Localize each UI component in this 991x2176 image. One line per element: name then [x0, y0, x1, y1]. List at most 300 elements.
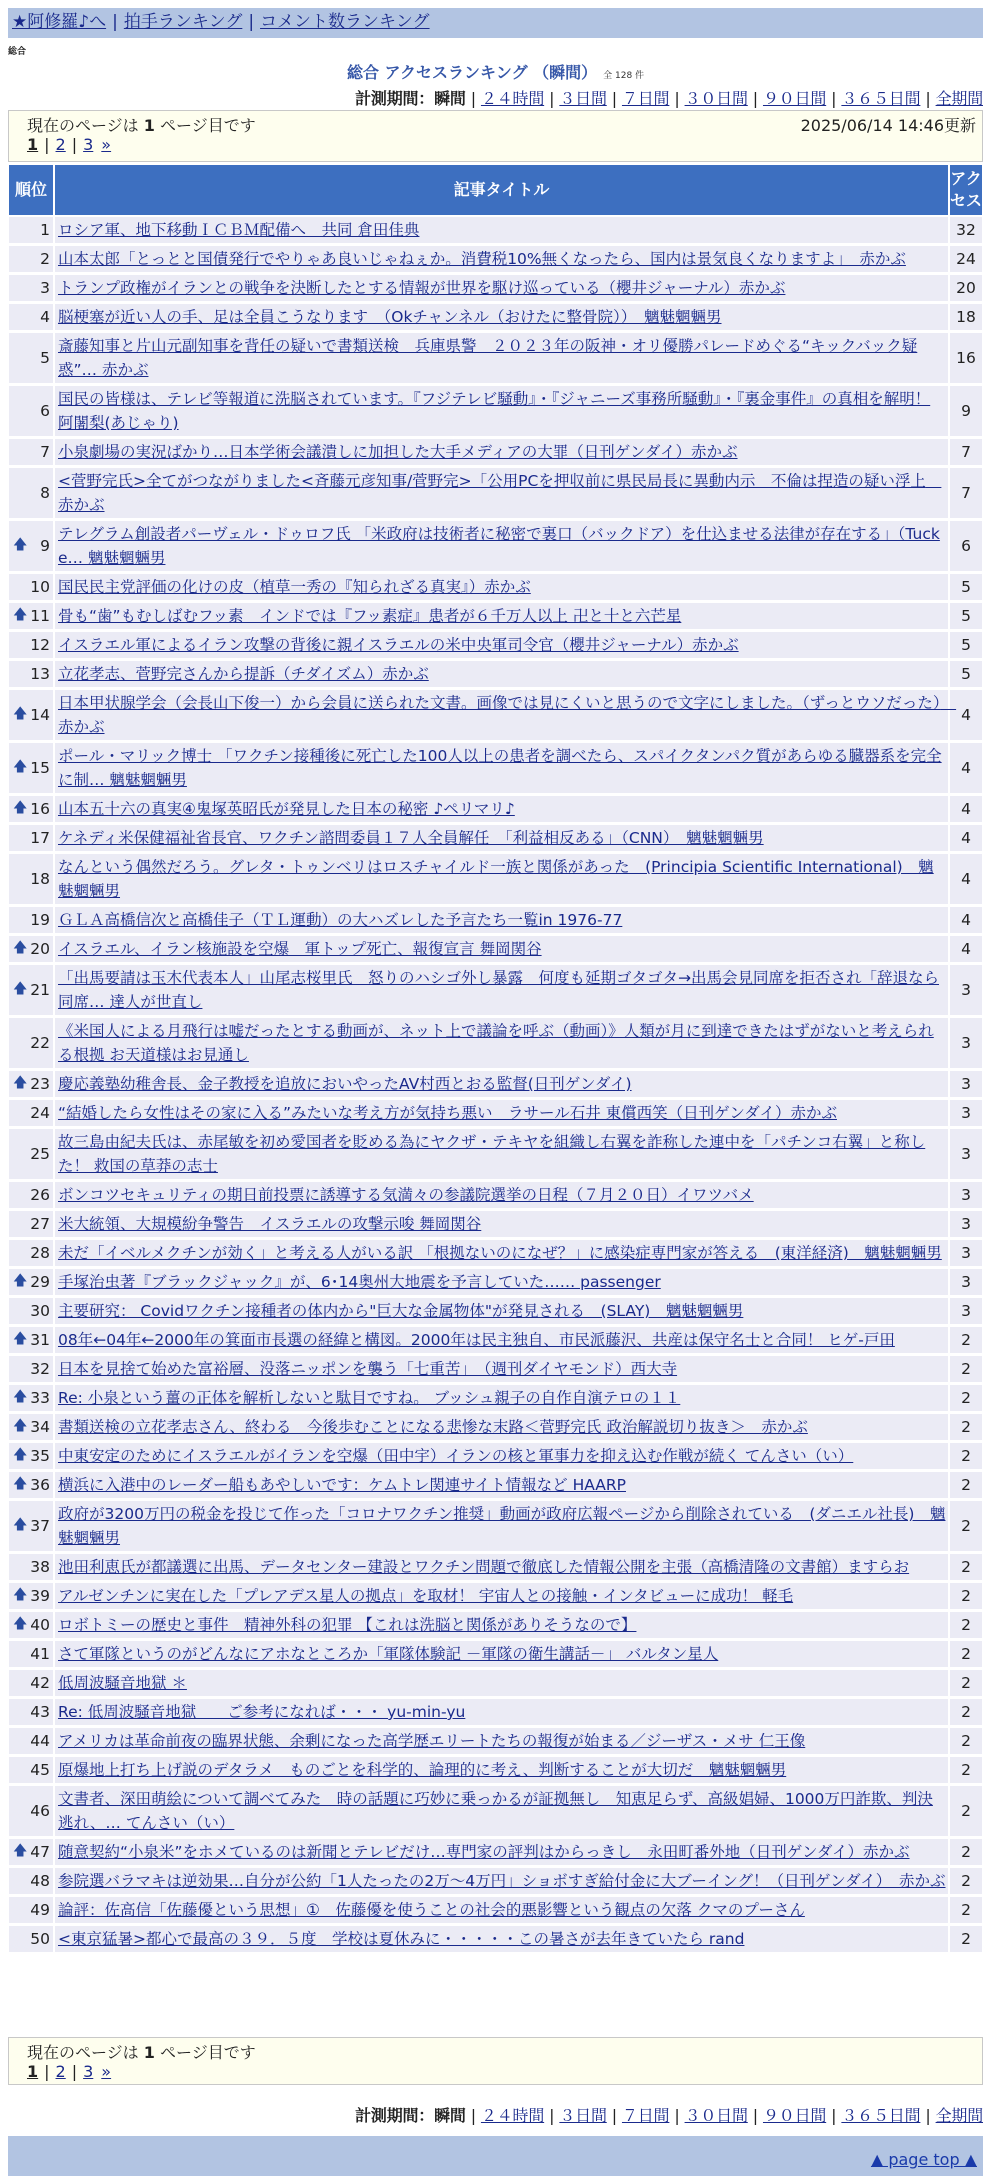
rank-number: 32 — [30, 1360, 50, 1378]
access-count: 3 — [949, 1239, 983, 1268]
up-arrow-icon: 🡅 — [13, 1447, 28, 1463]
title-cell — [54, 1099, 949, 1128]
rank-cell — [8, 1442, 54, 1471]
rank-number: 40 — [30, 1616, 50, 1634]
article-link[interactable]: なんという偶然だろう。グレタ・トゥンベリはロスチャイルド一族と関係があった (Principia Scientific International) 魑魅魍魎男 — [58, 858, 934, 900]
title-cell — [54, 1471, 949, 1500]
access-count: 2 — [949, 1326, 983, 1355]
table-row — [8, 631, 983, 660]
rank-cell — [8, 964, 54, 1017]
title-cell — [54, 602, 949, 631]
rank-number: 35 — [30, 1447, 50, 1465]
rank-cell — [8, 216, 54, 245]
current-page-number: 1 — [143, 2043, 155, 2062]
rank-number: 8 — [40, 484, 50, 502]
current-page-prefix: 現在のページは — [27, 116, 144, 135]
page-link-3[interactable]: 3 — [83, 2062, 94, 2081]
access-count: 3 — [949, 1210, 983, 1239]
page-top-link[interactable]: ▲ page top ▲ — [870, 2150, 977, 2169]
title-cell — [54, 1727, 949, 1756]
article-link[interactable]: 国民民主党評価の化けの皮（植草一秀の『知られざる真実』）赤かぶ — [58, 578, 531, 596]
article-link[interactable]: トランプ政権がイランとの戦争を決断したとする情報が世界を駆け巡っている（櫻井ジャーナル）赤かぶ — [58, 279, 786, 297]
rank-cell — [8, 1297, 54, 1326]
table-row — [8, 1756, 983, 1785]
separator: | — [611, 89, 617, 108]
article-link[interactable]: <菅野完氏>全てがつながりました<斉藤元彦知事/菅野完>「公用PCを押収前に県民局長に異動内示 不倫は捏造の疑い浮上 赤かぶ — [58, 472, 942, 514]
bottom-bar — [8, 2136, 983, 2176]
article-link[interactable]: イスラエル軍によるイラン攻撃の背後に親イスラエルの米中央軍司令官（櫻井ジャーナル）赤かぶ — [58, 636, 739, 654]
table-row — [8, 438, 983, 467]
period-link[interactable]: ３０日間 — [684, 2106, 748, 2125]
separator: | — [831, 2106, 837, 2125]
up-arrow-icon: 🡅 — [13, 800, 28, 816]
separator: | — [44, 135, 50, 154]
article-link[interactable]: ポール・マリック博士 「ワクチン接種後に死亡した100人以上の患者を調べたら、スパイクタンパク質があらゆる臓器系を完全に制… 魑魅魍魎男 — [58, 747, 942, 789]
separator: | — [674, 89, 680, 108]
table-row — [8, 303, 983, 332]
access-count: 4 — [949, 906, 983, 935]
table-row — [8, 520, 983, 573]
table-row — [8, 216, 983, 245]
title-cell — [54, 520, 949, 573]
current-page-suffix: ページ目です — [154, 2043, 256, 2062]
article-link[interactable]: 国民の皆様は、テレビ等報道に洗脳されています。『フジテレビ騒動』・『ジャニーズ事務所騒動』・『裏金事件』の真相を解明！ 阿闍梨(あじゃり) — [58, 390, 931, 432]
rank-number: 45 — [30, 1761, 50, 1779]
table-row — [8, 1640, 983, 1669]
article-link[interactable]: 主要研究： Covidワクチン接種者の体内から"巨大な金属物体"が発見される (SLAY) 魑魅魍魎男 — [58, 1302, 744, 1320]
access-count: 3 — [949, 1181, 983, 1210]
title-cell — [54, 1896, 949, 1925]
rank-number: 29 — [30, 1273, 50, 1291]
title-cell — [54, 1181, 949, 1210]
table-row — [8, 1413, 983, 1442]
rank-number: 19 — [30, 911, 50, 929]
rank-number: 22 — [30, 1034, 50, 1052]
title-cell — [54, 467, 949, 520]
access-count: 2 — [949, 1442, 983, 1471]
access-count: 5 — [949, 631, 983, 660]
article-link[interactable]: 「出馬要請は玉木代表本人」山尾志桜里氏 怒りのハシゴ外し暴露 何度も延期ゴタゴタ→出馬会見同席を拒否され「辞退なら同席… 達人が世直し — [58, 969, 939, 1011]
rank-cell — [8, 274, 54, 303]
rank-cell — [8, 1017, 54, 1070]
period-link[interactable]: ２４時間 — [480, 2106, 545, 2125]
access-count: 24 — [949, 245, 983, 274]
current-page-prefix: 現在のページは — [27, 2043, 144, 2062]
rank-cell — [8, 1239, 54, 1268]
access-count: 2 — [949, 1756, 983, 1785]
access-count: 2 — [949, 1838, 983, 1867]
table-row — [8, 1500, 983, 1553]
title-cell — [54, 1500, 949, 1553]
article-link[interactable]: “結婚したら女性はその家に入る”みたいな考え方が気持ち悪い ラサール石井 東償西笑（日刊ゲンダイ）赤かぶ — [58, 1104, 837, 1122]
rank-cell — [8, 1698, 54, 1727]
access-count: 2 — [949, 1698, 983, 1727]
rank-cell — [8, 1384, 54, 1413]
rank-number: 39 — [30, 1587, 50, 1605]
rank-cell — [8, 1896, 54, 1925]
article-link[interactable]: ケネディ米保健福祉省長官、ワクチン諮問委員１７人全員解任 「利益相反ある」（CNN） 魑魅魍魎男 — [58, 829, 764, 847]
table-row — [8, 689, 983, 742]
period-link[interactable]: ９０日間 — [762, 2106, 827, 2125]
rank-number: 21 — [30, 981, 50, 999]
access-count: 7 — [949, 467, 983, 520]
article-link[interactable]: 日本を見捨て始めた富裕層、没落ニッポンを襲う「七重苦」 （週刊ダイヤモンド）西大寺 — [58, 1360, 678, 1378]
access-count: 16 — [949, 332, 983, 385]
rank-cell — [8, 1099, 54, 1128]
period-label: 計測期間： — [355, 2106, 435, 2125]
access-count: 2 — [949, 1640, 983, 1669]
rank-number: 9 — [40, 537, 50, 555]
up-arrow-icon: 🡅 — [13, 1418, 28, 1434]
table-row — [8, 1355, 983, 1384]
article-link[interactable]: ロシア軍、地下移動ＩＣＢＭ配備へ 共同 倉田佳典 — [58, 221, 420, 239]
access-count: 2 — [949, 1896, 983, 1925]
access-count: 5 — [949, 660, 983, 689]
rank-cell — [8, 1582, 54, 1611]
article-link[interactable]: アルゼンチンに実在した「プレアデス星人の拠点」を取材！ 宇宙人との接触・インタビューに成功！ 軽毛 — [58, 1587, 794, 1605]
article-link[interactable]: 手塚治虫著『ブラックジャック』が、6･14奥州大地震を予言していた…… passenger — [58, 1273, 661, 1291]
table-row — [8, 1553, 983, 1582]
separator: | — [470, 2106, 476, 2125]
rank-cell — [8, 1181, 54, 1210]
title-cell — [54, 1268, 949, 1297]
article-link[interactable]: 脳梗塞が近い人の手、足は全員こうなります （Okチャンネル（おけたに整骨院）） 魑魅魍魎男 — [58, 308, 722, 326]
article-link[interactable]: 骨も“歯”もむしばむフッ素 インドでは『フッ素症』患者が６千万人以上 卍と十と六芒星 — [58, 607, 682, 625]
title-cell — [54, 1640, 949, 1669]
rank-number: 18 — [30, 870, 50, 888]
article-link[interactable]: 立花孝志、菅野完さんから提訴（チダイズム）赤かぶ — [58, 665, 429, 683]
rank-cell — [8, 824, 54, 853]
period-link[interactable]: 全期間 — [935, 2106, 983, 2125]
table-row — [8, 1669, 983, 1698]
title-cell — [54, 1355, 949, 1384]
rank-cell — [8, 385, 54, 438]
period-link[interactable]: ７日間 — [621, 2106, 670, 2125]
rank-cell — [8, 1640, 54, 1669]
article-link[interactable]: イスラエル、イラン核施設を空爆 軍トップ死亡、報復宣言 舞岡関谷 — [58, 940, 542, 958]
access-count: 20 — [949, 274, 983, 303]
article-link[interactable]: <東京猛暑>都心で最高の３９．５度 学校は夏休みに・・・・・この暑さが去年きていたら rand — [58, 1930, 745, 1948]
access-count: 5 — [949, 602, 983, 631]
up-arrow-icon: 🡅 — [13, 706, 28, 722]
table-row — [8, 385, 983, 438]
article-link[interactable]: 故三島由紀夫氏は、赤尾敏を初め愛国者を貶める為にヤクザ・テキヤを組織し右翼を詐称した連中を「パチンコ右翼」と称した！ 救国の草莽の志士 — [58, 1133, 926, 1175]
rank-number: 16 — [30, 800, 50, 818]
rank-cell — [8, 1611, 54, 1640]
rank-number: 13 — [30, 665, 50, 683]
article-link[interactable]: 未だ「イベルメクチンが効く」と考える人がいる訳 「根拠ないのになぜ？」に感染症専門家が答える (東洋経済) 魑魅魍魎男 — [58, 1244, 942, 1262]
table-row — [8, 1896, 983, 1925]
rank-cell — [8, 303, 54, 332]
access-count: 2 — [949, 1355, 983, 1384]
title-cell — [54, 1442, 949, 1471]
rank-number: 2 — [40, 250, 50, 268]
pagination — [27, 2062, 111, 2081]
up-arrow-icon: 🡅 — [13, 1616, 28, 1632]
rank-cell — [8, 742, 54, 795]
rank-cell — [8, 1128, 54, 1181]
access-count: 6 — [949, 520, 983, 573]
rank-cell — [8, 520, 54, 573]
up-arrow-icon: 🡅 — [13, 759, 28, 775]
separator: | — [611, 2106, 617, 2125]
table-row — [8, 1210, 983, 1239]
category-label: 総合 — [8, 47, 27, 57]
period-link[interactable]: ９０日間 — [762, 89, 827, 108]
separator: | — [831, 89, 837, 108]
title-cell — [54, 573, 949, 602]
period-link[interactable]: ２４時間 — [480, 89, 545, 108]
rank-number: 48 — [30, 1872, 50, 1890]
access-count: 3 — [949, 1017, 983, 1070]
rank-cell — [8, 1500, 54, 1553]
rank-number: 25 — [30, 1145, 50, 1163]
pagination — [27, 135, 111, 154]
rank-cell — [8, 1838, 54, 1867]
article-link[interactable]: 08年←04年←2000年の箕面市長選の経緯と構図。2000年は民主独自、市民派藤沢、共産は保守名士と合同！ ヒゲ-戸田 — [58, 1331, 895, 1349]
table-row — [8, 1297, 983, 1326]
access-count: 2 — [949, 1500, 983, 1553]
page-title-text: 総合 アクセスランキング （瞬間） — [346, 63, 598, 82]
rank-header: 順位 — [8, 164, 54, 216]
table-row — [8, 824, 983, 853]
rank-number: 20 — [30, 940, 50, 958]
table-row — [8, 1239, 983, 1268]
rank-number: 28 — [30, 1244, 50, 1262]
access-count: 4 — [949, 853, 983, 906]
up-arrow-icon: 🡅 — [13, 1587, 28, 1603]
title-cell — [54, 1413, 949, 1442]
rank-cell — [8, 602, 54, 631]
home-link[interactable]: ★阿修羅♪へ — [12, 12, 107, 32]
access-count: 9 — [949, 385, 983, 438]
rank-cell — [8, 795, 54, 824]
rank-cell — [8, 332, 54, 385]
article-link[interactable]: 参院選バラマキは逆効果…自分が公約「1人たったの2万～4万円」ショボすぎ給付金に大ブーイング！（日刊ゲンダイ） 赤かぶ — [58, 1872, 946, 1890]
period-current: 瞬間 — [434, 2106, 466, 2125]
article-link[interactable]: さて軍隊というのがどんなにアホなところか「軍隊体験記 －軍隊の衛生講話－」 バルタン星人 — [58, 1645, 719, 1663]
up-arrow-icon: 🡅 — [13, 1075, 28, 1091]
period-current: 瞬間 — [434, 89, 466, 108]
title-cell — [54, 1553, 949, 1582]
article-link[interactable]: 池田利恵氏が都議選に出馬、データセンター建設とワクチン問題で徹底した情報公開を主張（高橋清隆の文書館）ますらお — [58, 1558, 910, 1576]
next-page-link[interactable]: » — [101, 135, 112, 154]
current-page-text — [27, 2040, 256, 2063]
article-link[interactable]: 《米国人による月飛行は嘘だったとする動画が、ネット上で議論を呼ぶ（動画）》人類が月に到達できたはずがないと考えられる根拠 お天道様はお見通し — [58, 1022, 934, 1064]
next-page-link[interactable]: » — [101, 2062, 112, 2081]
article-link[interactable]: 慶応義塾幼稚舎長、金子教授を追放においやったAV村西とおる監督(日刊ゲンダイ) — [58, 1075, 632, 1093]
rank-number: 44 — [30, 1732, 50, 1750]
access-count: 2 — [949, 1669, 983, 1698]
period-link[interactable]: ３日間 — [559, 89, 607, 108]
rank-number: 49 — [30, 1901, 50, 1919]
rank-cell — [8, 1925, 54, 1954]
access-count: 2 — [949, 1867, 983, 1896]
access-count: 4 — [949, 935, 983, 964]
article-link[interactable]: Re: 低周波騒音地獄 ご参考になれば・・・ yu-min-yu — [58, 1703, 466, 1721]
article-link[interactable]: 山本太郎「とっとと国債発行でやりゃあ良いじゃねぇか。消費税10%無くなったら、国内は景気良くなりますよ」 赤かぶ — [58, 250, 906, 268]
title-cell — [54, 1611, 949, 1640]
title-cell — [54, 332, 949, 385]
rank-cell — [8, 1553, 54, 1582]
access-count: 7 — [949, 438, 983, 467]
table-row — [8, 1611, 983, 1640]
article-link[interactable]: ＧＬＡ高橋信次と高橋佳子（ＴＬ運動）の大ハズレした予言たち一覧in 1976-77 — [58, 911, 623, 929]
rank-number: 43 — [30, 1703, 50, 1721]
article-link[interactable]: 小泉劇場の実況ばかり…日本学術会議潰しに加担した大手メディアの大罪（日刊ゲンダイ）赤かぶ — [58, 443, 738, 461]
rank-number: 24 — [30, 1104, 50, 1122]
separator: | — [549, 89, 555, 108]
up-arrow-icon: 🡅 — [13, 1476, 28, 1492]
period-link[interactable]: ３０日間 — [684, 89, 748, 108]
rank-number: 4 — [40, 308, 50, 326]
table-row — [8, 573, 983, 602]
updated-time: 2025/06/14 14:46更新 — [800, 116, 976, 135]
title-cell — [54, 216, 949, 245]
article-link[interactable]: 低周波騒音地獄 ＊ — [58, 1674, 187, 1692]
table-row — [8, 1017, 983, 1070]
period-selector-bottom — [355, 2103, 983, 2126]
table-row — [8, 1384, 983, 1413]
rank-number: 17 — [30, 829, 50, 847]
separator: | — [71, 135, 78, 154]
title-cell — [54, 1239, 949, 1268]
page-link-3[interactable]: 3 — [83, 135, 94, 154]
table-row — [8, 274, 983, 303]
title-cell — [54, 274, 949, 303]
access-count: 3 — [949, 1128, 983, 1181]
rank-number: 30 — [30, 1302, 50, 1320]
period-link[interactable]: ３６５日間 — [841, 89, 921, 108]
rank-cell — [8, 1355, 54, 1384]
separator: | — [71, 2062, 78, 2081]
article-link[interactable]: 中東安定のためにイスラエルがイランを空爆（田中宇）イランの核と軍事力を抑え込む作戦が続く てんさい（い） — [58, 1447, 854, 1465]
table-row — [8, 742, 983, 795]
current-page-text — [27, 113, 256, 136]
table-row — [8, 1181, 983, 1210]
clap-ranking-link[interactable]: 拍手ランキング — [123, 12, 243, 32]
rank-number: 10 — [30, 578, 50, 596]
rank-number: 15 — [30, 759, 50, 777]
title-cell — [54, 1210, 949, 1239]
period-link[interactable]: ３日間 — [559, 2106, 607, 2125]
table-row — [8, 1727, 983, 1756]
access-count: 2 — [949, 1384, 983, 1413]
rank-number: 11 — [30, 607, 50, 625]
access-count: 2 — [949, 1611, 983, 1640]
article-link[interactable]: 日本甲状腺学会（会長山下俊一）から会員に送られた文書。画像では見にくいと思うので文字にしました。（ずっとウソだった） 赤かぶ — [58, 694, 957, 736]
title-cell — [54, 385, 949, 438]
access-count: 3 — [949, 1268, 983, 1297]
separator: | — [674, 2106, 680, 2125]
rank-cell — [8, 1471, 54, 1500]
article-link[interactable]: 米大統領、大規模紛争警告 イスラエルの攻撃示唆 舞岡関谷 — [58, 1215, 482, 1233]
article-link[interactable]: 文書者、深田萌絵について調べてみた 時の話題に巧妙に乗っかるが証拠無し 知恵足らず、高級娼婦、1000万円詐欺、判決逃れ、… てんさい（い） — [58, 1790, 933, 1832]
access-count: 4 — [949, 742, 983, 795]
up-arrow-icon: 🡅 — [13, 1843, 28, 1859]
table-row — [8, 1867, 983, 1896]
article-link[interactable]: 随意契約“小泉米”をホメているのは新聞とテレビだけ…専門家の評判はからっきし 永田町番外地（日刊ゲンダイ）赤かぶ — [58, 1843, 910, 1861]
rank-cell — [8, 573, 54, 602]
article-link[interactable]: 政府が3200万円の税金を投じて作った「コロナワクチン推奨」動画が政府広報ページから削除されている (ダニエル社長) 魑魅魍魎男 — [58, 1505, 946, 1547]
title-cell — [54, 1785, 949, 1838]
access-count: 2 — [949, 1413, 983, 1442]
article-link[interactable]: 横浜に入港中のレーダー船もあやしいです：ケムトレ関連サイト情報など HAARP — [58, 1476, 626, 1494]
separator: | — [549, 2106, 555, 2125]
table-row — [8, 1698, 983, 1727]
article-link[interactable]: 斎藤知事と片山元副知事を背任の疑いで書類送検 兵庫県警 ２０２３年の阪神・オリ優勝パレードめぐる“キックバック疑惑”… 赤かぶ — [58, 337, 918, 379]
rank-number: 34 — [30, 1418, 50, 1436]
current-page-number: 1 — [143, 116, 155, 135]
period-selector-top — [355, 86, 983, 109]
article-link[interactable]: ボンコツセキュリティの期日前投票に誘導する気満々の参議院選挙の日程（７月２０日）イワツバメ — [58, 1186, 754, 1204]
title-cell — [54, 1838, 949, 1867]
article-link[interactable]: 書類送検の立花孝志さん、終わる 今後歩むことになる悲惨な末路＜菅野完氏 政治解説切り抜き＞ 赤かぶ — [58, 1418, 808, 1436]
current-page-suffix: ページ目です — [154, 116, 256, 135]
access-count: 5 — [949, 573, 983, 602]
period-link[interactable]: ７日間 — [621, 89, 670, 108]
article-link[interactable]: アメリカは革命前夜の臨界状態、余剰になった高学歴エリートたちの報復が始まる／ジーザス・メサ 仁王像 — [58, 1732, 806, 1750]
table-row — [8, 1838, 983, 1867]
up-arrow-icon: 🡅 — [13, 537, 28, 553]
title-cell — [54, 742, 949, 795]
period-label: 計測期間： — [355, 89, 435, 108]
period-link[interactable]: ３６５日間 — [841, 2106, 921, 2125]
article-link[interactable]: 論評：佐高信「佐藤優という思想」① 佐藤優を使うことの社会的悪影響という観点の欠落 クマのプーさん — [58, 1901, 805, 1919]
page-link-2[interactable]: 2 — [55, 135, 66, 154]
title-cell — [54, 1326, 949, 1355]
period-link[interactable]: 全期間 — [935, 89, 983, 108]
table-row — [8, 1070, 983, 1099]
article-link[interactable]: 原爆地上打ち上げ説のデタラメ ものごとを科学的、論理的に考え、判断することが大切だ 魑魅魍魎男 — [58, 1761, 787, 1779]
top-nav: ★阿修羅♪へ | 拍手ランキング | コメント数ランキング — [8, 8, 983, 38]
table-row — [8, 245, 983, 274]
page-link-2[interactable]: 2 — [55, 2062, 66, 2081]
title-cell — [54, 1867, 949, 1896]
rank-cell — [8, 1756, 54, 1785]
article-link[interactable]: Re: 小泉という薑の正体を解析しないと駄目ですね。 ブッシュ親子の自作自演テロの１１ — [58, 1389, 681, 1407]
article-link[interactable]: ロボトミーの歴史と事件 精神外科の犯罪 【これは洗脳と関係がありそうなので】 — [58, 1616, 637, 1634]
up-arrow-icon: 🡅 — [13, 940, 28, 956]
title-cell — [54, 1297, 949, 1326]
up-arrow-icon: 🡅 — [13, 981, 28, 997]
access-count: 18 — [949, 303, 983, 332]
title-cell — [54, 1384, 949, 1413]
table-row — [8, 1099, 983, 1128]
rank-number: 33 — [30, 1389, 50, 1407]
up-arrow-icon: 🡅 — [13, 607, 28, 623]
table-row — [8, 1471, 983, 1500]
page-info-top — [8, 110, 983, 162]
rank-cell — [8, 1070, 54, 1099]
access-count: 3 — [949, 1099, 983, 1128]
access-count: 2 — [949, 1471, 983, 1500]
rank-number: 36 — [30, 1476, 50, 1494]
access-count: 3 — [949, 1297, 983, 1326]
title-cell — [54, 689, 957, 742]
access-count: 4 — [949, 689, 983, 742]
rank-cell — [8, 245, 54, 274]
rank-cell — [8, 1669, 54, 1698]
title-cell — [54, 1128, 949, 1181]
article-link[interactable]: 山本五十六の真実④鬼塚英昭氏が発見した日本の秘密 ♪ペリマリ♪ — [58, 800, 515, 818]
comment-ranking-link[interactable]: コメント数ランキング — [260, 12, 430, 32]
rank-cell — [8, 467, 54, 520]
table-row — [8, 1268, 983, 1297]
rank-cell — [8, 906, 54, 935]
access-count: 4 — [949, 824, 983, 853]
article-link[interactable]: テレグラム創設者パーヴェル・ドゥロフ氏 「米政府は技術者に秘密で裏口（バックドア）を仕込ませる法律が存在する」（Tucke… 魑魅魍魎男 — [58, 525, 940, 567]
